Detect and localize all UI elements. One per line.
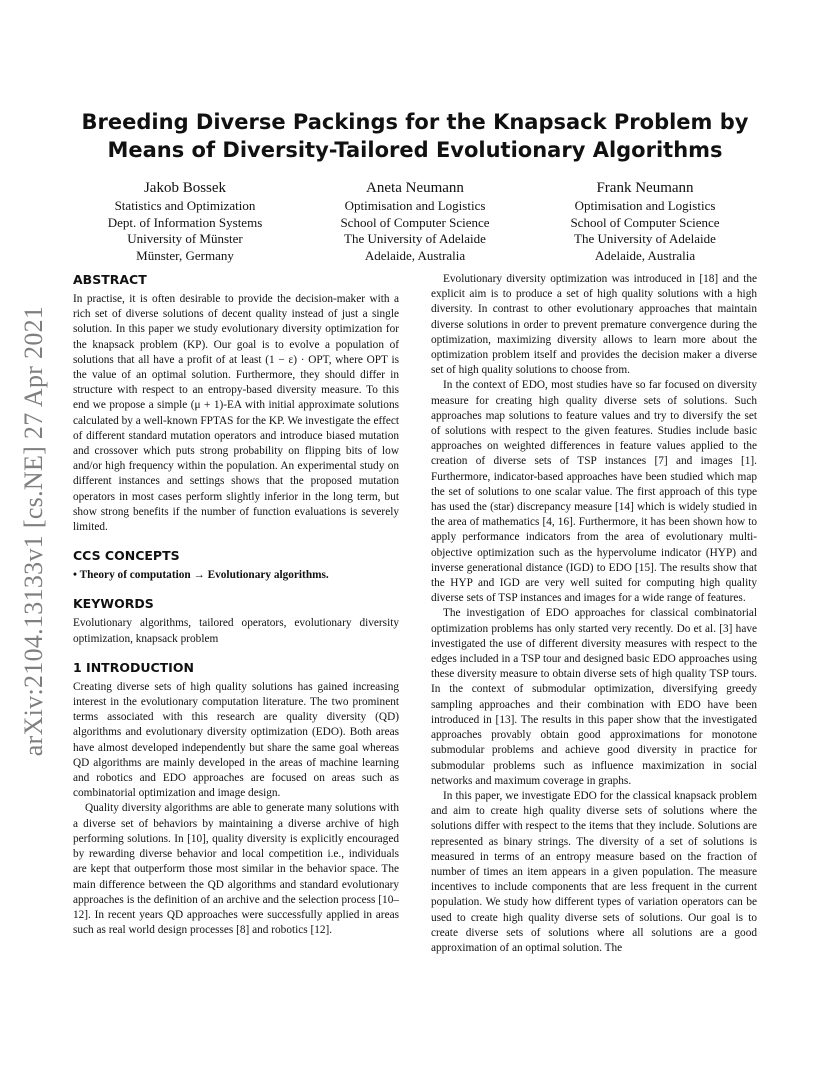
author-affiliation: The University of Adelaide (344, 231, 486, 246)
author-affiliation: School of Computer Science (340, 214, 490, 230)
body-paragraph-2: In the context of EDO, most studies have so far focused on diversity measure for creating high quality diverse sets of solutions. Such approaches map solutions to feature values and try to diversify the set of solutions with respect to the given features. Studies include basic approaches on weighted differences in feature values applied to the creation of diverse sets of TSP instances [7] and images [1]. Furthermore, indicator-based approaches have been studied which map the set of solutions to one scalar value. The first approach of this type has used the (star) discrepancy measure [14] which is widely studied in the area of mathematics [4, 16]. Furthermore, it has been shown how to apply performance indicators from the area of evolutionary multi-objective optimization such as the hypervolume indicator (HYP) and inverse generational distance (IGD) to EDO [15]. The results show that the HYP and IGD are very well suited for computing high quality diverse sets of TSP instances and images for a wide range of features. (431, 379, 757, 605)
body-paragraph-1: Evolutionary diversity optimization was introduced in [18] and the explicit aim is to produce a set of high quality solutions with a high diversity. In contrast to other evolutionary approaches that maintain diverse solutions in order to prevent premature convergence during the optimization, maximizing diversity allows to learn more about the optimization problem itself and provides the decision maker a diverse set of high quality solutions to choose from. (431, 273, 757, 377)
intro-paragraph-1: Creating diverse sets of high quality solutions has gained increasing interest in the evolutionary computation literature. The two prominent terms associated with this research are quality diversity (QD) algorithms and evolutionary diversity optimization (EDO). Both areas have almost developed independently but share the same goal whereas QD algorithms are mainly developed in the areas of machine learning and robotics and EDO approaches are focused on areas such as combinatorial optimization and image design. (73, 680, 399, 800)
intro-paragraph-2: Quality diversity algorithms are able to generate many solutions with a diverse set of behaviors by maintaining a diverse archive of high performing solutions. In [10], quality diversity is explicitly encouraged by rewarding diverse behavior and local competition i.e., individuals are kept that outperform those most similar in the behavior space. The main difference between the QD algorithms and standard evolutionary approaches is the definition of an archive and the selection process [10–12]. In recent years QD approaches were successfully applied in areas such as real world design processes [8] and robotics [12]. (73, 802, 399, 937)
right-column (431, 272, 757, 956)
author-affiliation: School of Computer Science (570, 214, 720, 230)
author-name: Frank Neumann (596, 180, 694, 196)
author-affiliation: Adelaide, Australia (364, 247, 466, 263)
arxiv-sidebar-stamp (14, 276, 54, 786)
intro-heading: 1 INTRODUCTION (73, 659, 194, 675)
author-affiliation: Adelaide, Australia (594, 247, 696, 263)
author-affiliation: University of Münster (127, 231, 243, 246)
author-affiliation: The University of Adelaide (574, 231, 716, 246)
author-2 (300, 178, 530, 264)
author-3 (530, 178, 760, 264)
ccs-text: • Theory of computation → Evolutionary algorithms. (73, 569, 329, 582)
author-affiliation: Statistics and Optimization (114, 198, 256, 213)
abstract-text: In practise, it is often desirable to provide the decision-maker with a rich set of diverse solutions of decent quality instead of just a single solution. In this paper we study evolutionary diversity optimization for the knapsack problem (KP). Our goal is to evolve a population of solutions that all have a profit of at least (1 − ε) · OPT, where OPT is the value of an optimal solution. Furthermore, they should differ in structure with respect to an entropy-based diversity measure. To this end we propose a simple (μ + 1)-EA with initial approximate solutions calculated by a well-known FPTAS for the KP. We investigate the effect of different standard mutation operators and introduce biased mutation and crossover which puts strong probability on flipping bits of low and/or high frequency within the population. An experimental study on different instances and settings shows that the proposed mutation operators in most cases perform slightly inferior in the long term, but show strong benefits if the number of function evaluations is severely limited. (73, 293, 399, 534)
author-1 (70, 178, 300, 264)
arxiv-id[interactable]: arXiv:2104.13133v1 [cs.NE] 27 Apr 2021 (19, 305, 48, 757)
body-paragraph-3: The investigation of EDO approaches for classical combinatorial optimization problems has only started very recently. Do et al. [3] have investigated the use of different diversity measures with respect to the edges included in a TSP tour and designed basic EDO approaches using these diversity measure to obtain diverse sets of high quality TSP tours. In the context of submodular optimization, diversifying greedy sampling approaches and their combination with EDO have been introduced in [13]. The results in this paper show that the investigated approaches provably obtain good approximations for monotone submodular problems and achieve good diversity in practice for submodular problems such as influence maximization in social networks and maximum coverage in graphs. (431, 607, 757, 787)
author-affiliation: Dept. of Information Systems (107, 214, 263, 230)
keywords-text: Evolutionary algorithms, tailored operators, evolutionary diversity optimization, knapsack problem (73, 617, 399, 645)
author-affiliation: Optimisation and Logistics (574, 198, 716, 213)
body-paragraph-4: In this paper, we investigate EDO for the classical knapsack problem and aim to create high quality diverse sets of solutions where the solutions differ with respect to the items that they include. Solutions are represented as binary strings. The diversity of a set of solutions is measured in terms of an entropy measure based on the fraction of number of times an item appears in a given population. The measure incentives to include components that are less frequent in the current population. We study how different types of variation operators can be used to create high quality diverse sets of solutions. Our goal is to create diverse sets of solutions where all solutions are a good approximation of an optimal solution. The (431, 789, 757, 954)
left-column (73, 272, 399, 938)
author-affiliation: Münster, Germany (136, 247, 234, 263)
author-affiliation: Optimisation and Logistics (344, 198, 486, 213)
paper-title: Breeding Diverse Packings for the Knapsack Problem by Means of Diversity-Tailored Evolutionary Algorithms (81, 110, 749, 162)
author-name: Aneta Neumann (366, 180, 464, 196)
ccs-heading: CCS CONCEPTS (73, 548, 180, 564)
keywords-heading: KEYWORDS (73, 596, 154, 612)
author-name: Jakob Bossek (143, 180, 227, 196)
abstract-heading: ABSTRACT (73, 272, 147, 287)
